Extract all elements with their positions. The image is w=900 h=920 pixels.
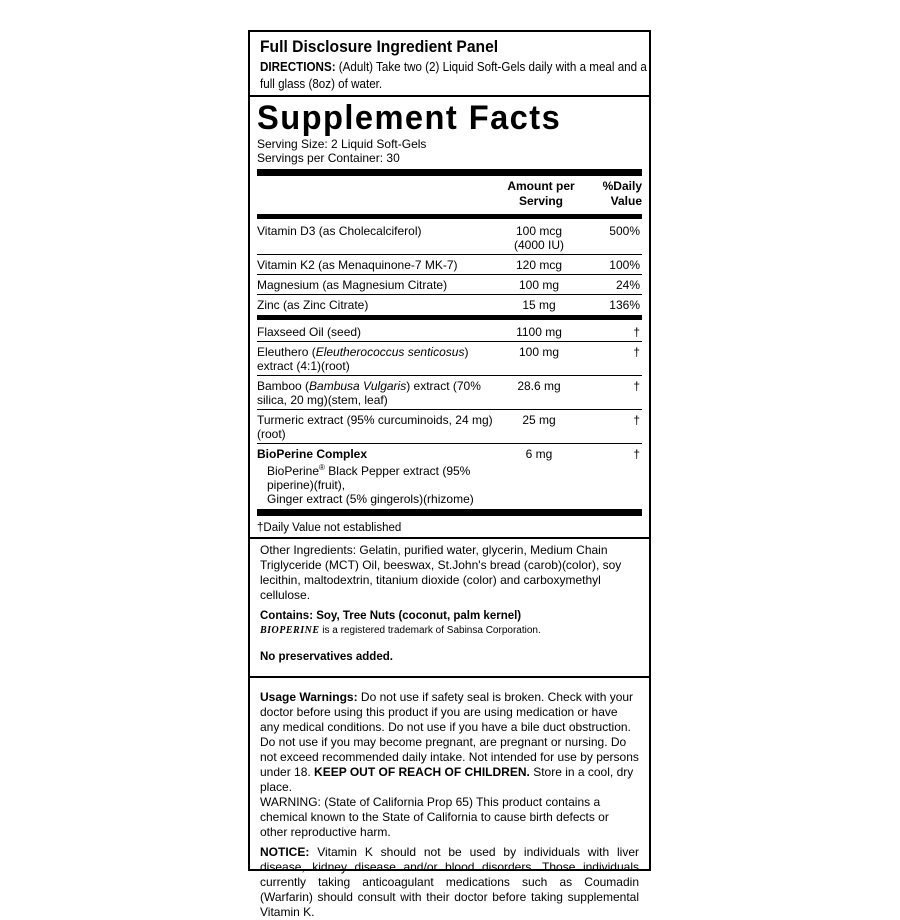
panel-header — [250, 32, 649, 95]
ingredient-dv: † — [633, 413, 640, 427]
ingredient-row — [257, 376, 642, 410]
nutrient-name: Vitamin K2 (as Menaquinone-7 MK-7) — [257, 258, 458, 272]
ingredient-name: Eleuthero (Eleutherococcus senticosus) extract (4:1)(root) — [257, 345, 469, 373]
nutrient-dv: 24% — [615, 278, 640, 292]
dv-footnote: †Daily Value not established — [257, 522, 402, 534]
nutrient-name: Zinc (as Zinc Citrate) — [257, 298, 369, 312]
ingredient-amount: 6 mg — [525, 447, 553, 461]
nutrient-amount: 15 mg — [522, 298, 556, 312]
ingredient-name: Flaxseed Oil (seed) — [257, 325, 362, 339]
ingredient-dv: † — [633, 325, 640, 339]
supplement-facts — [250, 99, 649, 537]
bioperine-sub: BioPerine® Black Pepper extract (95% piperine)(fruit), — [267, 463, 471, 492]
ingredient-row — [257, 444, 642, 508]
servings-per-container: Servings per Container: 30 — [257, 151, 400, 165]
nutrient-dv: 136% — [609, 298, 640, 312]
other-ingredients-section — [250, 539, 649, 665]
mid-bar — [257, 214, 642, 219]
directions — [260, 59, 651, 93]
keep-out-warning: KEEP OUT OF REACH OF CHILDREN. — [314, 765, 530, 779]
serving-size: Serving Size: 2 Liquid Soft-Gels — [257, 137, 427, 151]
ingredient-dv: † — [633, 379, 640, 393]
ingredient-amount: 25 mg — [522, 413, 556, 427]
col-amount: Amount per Serving — [507, 179, 575, 208]
col-dv: %Daily Value — [602, 179, 642, 208]
ginger-sub: Ginger extract (5% gingerols)(rhizome) — [267, 492, 474, 506]
nutrient-dv: 500% — [609, 224, 640, 238]
facts-title: Supplement Facts — [257, 99, 562, 137]
nutrient-row — [257, 255, 642, 275]
notice-section — [250, 840, 649, 920]
ingredient-dv: † — [633, 447, 640, 461]
ingredient-row — [257, 410, 642, 444]
nutrient-name: Vitamin D3 (as Cholecalciferol) — [257, 224, 422, 238]
divider — [250, 95, 649, 97]
nutrient-row — [257, 221, 642, 255]
nutrient-amount-iu: (4000 IU) — [513, 238, 565, 252]
ingredient-dv: † — [633, 345, 640, 359]
usage-text: Do not use if safety seal is broken. Check with your doctor before using this product if you are using medication or have any medical conditions. Do not use if you have a bile duct obstruction. Do not use if you may become pregnant, are pregnant or nursing. Do not exceed recommended daily intake. Not intended for use by persons under 18. — [260, 690, 639, 779]
ingredient-row — [257, 342, 642, 376]
nutrient-amount: 100 mg — [518, 278, 560, 292]
directions-label: DIRECTIONS: — [260, 60, 336, 74]
ingredient-name: Turmeric extract (95% curcuminoids, 24 mg)(root) — [257, 413, 493, 441]
notice-text: Vitamin K should not be used by individuals with liver disease, kidney disease and/or blood disorders. Those individuals currently taking anticoagulant medications such as Coumadin (Warfarin) should consult with their doctor before taking supplemental Vitamin K. — [260, 845, 639, 919]
notice-label: NOTICE: — [260, 845, 310, 859]
other-ingredients: Other Ingredients: Gelatin, purified water, glycerin, Medium Chain Triglyceride (MCT) Oil, beeswax, St.John's bread (carob)(color), soy lecithin, maltodextrin, titanium dioxide (color) and carboxymethyl cellulose. — [260, 543, 622, 602]
usage-label: Usage Warnings: — [260, 690, 358, 704]
mid-bar — [257, 509, 642, 516]
bioperine-logo: BIOPERINE — [260, 625, 320, 636]
nutrient-amount: 120 mcg — [515, 258, 563, 272]
directions-text: (Adult) Take two (2) Liquid Soft-Gels daily with a meal and a full glass (8oz) of water. — [260, 60, 647, 91]
store-text: Store in a cool, dry place. — [260, 765, 634, 794]
allergen-contains: Contains: Soy, Tree Nuts (coconut, palm kernel) — [260, 610, 522, 622]
ingredient-name: Bamboo (Bambusa Vulgaris) extract (70% silica, 20 mg)(stem, leaf) — [257, 379, 481, 407]
panel-title: Full Disclosure Ingredient Panel — [260, 37, 499, 56]
nutrient-dv: 100% — [609, 258, 640, 272]
nutrient-amount: 100 mcg — [515, 224, 563, 238]
no-preservatives: No preservatives added. — [260, 651, 393, 663]
ingredient-panel — [248, 30, 651, 919]
trademark-note: BIOPERINE is a registered trademark of Sabinsa Corporation. — [260, 625, 541, 636]
thick-bar — [257, 169, 642, 176]
nutrient-name: Magnesium (as Magnesium Citrate) — [257, 278, 448, 292]
nutrient-row — [257, 295, 642, 314]
prop65-warning: WARNING: (State of California Prop 65) This product contains a chemical known to the State of California to cause birth defects or other reproductive harm. — [260, 795, 609, 839]
mid-bar — [257, 315, 642, 320]
ingredient-amount: 1100 mg — [516, 325, 562, 339]
warnings-section — [250, 678, 649, 840]
column-headers — [257, 179, 642, 213]
nutrient-row — [257, 275, 642, 295]
ingredient-row — [257, 322, 642, 342]
ingredient-amount: 28.6 mg — [517, 379, 561, 393]
ingredient-amount: 100 mg — [518, 345, 560, 359]
ingredient-name: BioPerine Complex — [257, 447, 368, 461]
